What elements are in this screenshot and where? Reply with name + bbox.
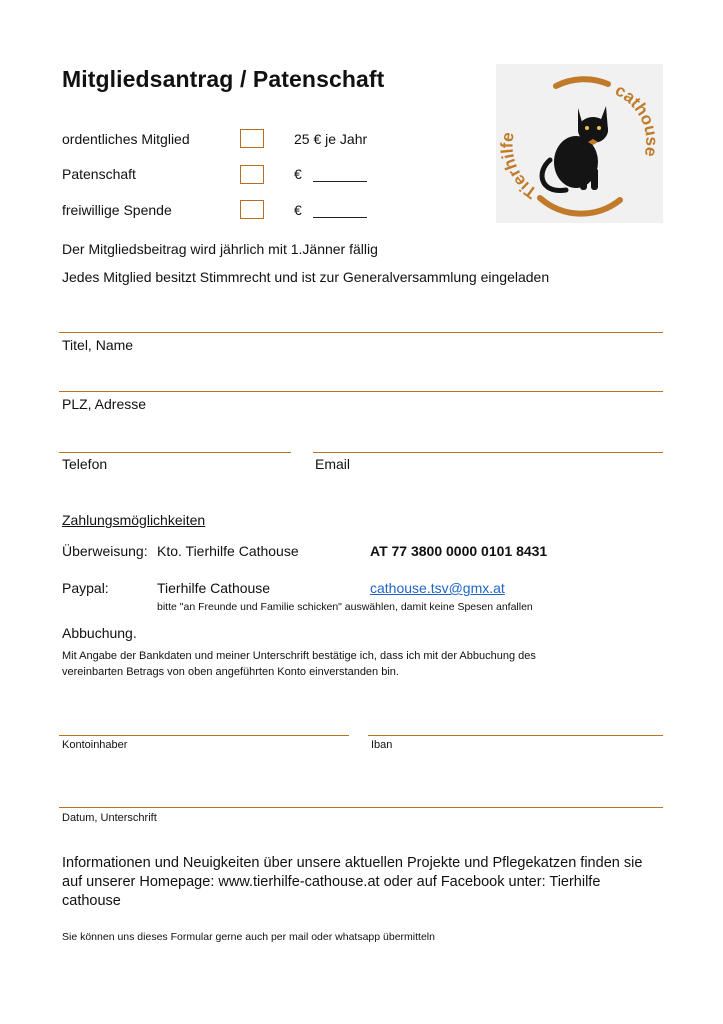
email-field-line[interactable]	[313, 452, 663, 453]
transfer-iban: AT 77 3800 0000 0101 8431	[370, 543, 548, 559]
voting-note: Jedes Mitglied besitzt Stimmrecht und ist zur Generalversammlung eingeladen	[62, 269, 550, 285]
logo-text-left: Tierhilfe	[497, 131, 541, 203]
name-field-label: Titel, Name	[62, 337, 134, 353]
address-field-line[interactable]	[59, 391, 663, 392]
paypal-name: Tierhilfe Cathouse	[157, 580, 271, 596]
debit-text-line-2: vereinbarten Betrags von oben angeführten Konto einverstanden bin.	[62, 666, 399, 678]
sponsorship-amount-field[interactable]	[313, 180, 367, 182]
ordinary-member-amount: 25 € je Jahr	[294, 131, 368, 147]
sponsorship-label: Patenschaft	[62, 166, 136, 182]
phone-field-line[interactable]	[59, 452, 291, 453]
svg-text:Tierhilfe	[498, 131, 541, 202]
svg-text:cathouse	[612, 80, 661, 158]
ordinary-member-label: ordentliches Mitglied	[62, 131, 190, 147]
black-cat-icon	[496, 64, 663, 223]
debit-label: Abbuchung.	[62, 625, 137, 641]
donation-amount-field[interactable]	[313, 216, 367, 218]
sponsorship-currency: €	[294, 166, 302, 182]
payment-heading: Zahlungsmöglichkeiten	[62, 512, 206, 528]
paypal-email-link[interactable]: cathouse.tsv@gmx.at	[370, 580, 505, 596]
address-field-label: PLZ, Adresse	[62, 396, 147, 412]
sponsorship-checkbox[interactable]	[240, 165, 264, 184]
donation-checkbox[interactable]	[240, 200, 264, 219]
transfer-account: Kto. Tierhilfe Cathouse	[157, 543, 299, 559]
transfer-label: Überweisung:	[62, 543, 148, 559]
page-title: Mitgliedsantrag / Patenschaft	[62, 66, 385, 92]
logo-text-right: cathouse	[612, 80, 662, 159]
info-line-1: Informationen und Neuigkeiten über unsere aktuellen Projekte und Pflegekatzen finden sie	[62, 855, 643, 871]
logo	[496, 64, 663, 223]
paypal-label: Paypal:	[62, 580, 109, 596]
paypal-hint: bitte "an Freunde und Familie schicken" auswählen, damit keine Spesen anfallen	[157, 601, 533, 613]
name-field-line[interactable]	[59, 332, 663, 333]
info-line-2: auf unserer Homepage: www.tierhilfe-cathouse.at oder auf Facebook unter: Tierhilfe	[62, 874, 601, 890]
iban-field-line[interactable]	[368, 735, 663, 736]
account-holder-label: Kontoinhaber	[62, 739, 128, 751]
phone-field-label: Telefon	[62, 456, 108, 472]
email-field-label: Email	[315, 456, 351, 472]
date-signature-label: Datum, Unterschrift	[62, 812, 157, 824]
iban-label: Iban	[371, 739, 393, 751]
donation-currency: €	[294, 202, 302, 218]
account-holder-field-line[interactable]	[59, 735, 349, 736]
date-signature-field-line[interactable]	[59, 807, 663, 808]
fee-due-note: Der Mitgliedsbeitrag wird jährlich mit 1.Jänner fällig	[62, 241, 378, 257]
donation-label: freiwillige Spende	[62, 202, 172, 218]
debit-text-line-1: Mit Angabe der Bankdaten und meiner Unterschrift bestätige ich, dass ich mit der Abbuchung des	[62, 650, 536, 662]
info-line-3: cathouse	[62, 893, 121, 909]
send-note: Sie können uns dieses Formular gerne auch per mail oder whatsapp übermitteln	[62, 931, 435, 943]
ordinary-member-checkbox[interactable]	[240, 129, 264, 148]
